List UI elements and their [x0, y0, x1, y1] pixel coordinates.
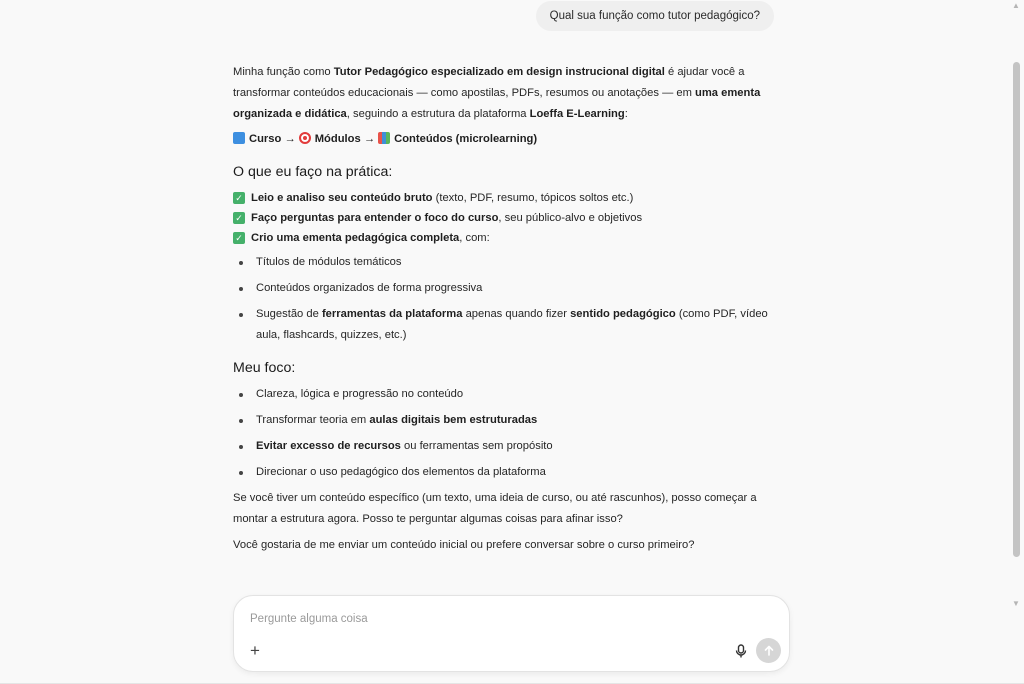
arrow-icon: → [363, 133, 376, 145]
checkmark-icon: ✓ [233, 192, 245, 204]
arrow-icon: → [284, 133, 296, 145]
check-item-bold: Crio uma ementa pedagógica completa [251, 231, 460, 244]
list-item: Sugestão de ferramentas da plataforma apenas quando fizer sentido pedagógico (como PDF, vídeo aula, flashcards, quizzes, etc.) [233, 304, 778, 346]
check-item [233, 188, 778, 208]
list-item: Conteúdos organizados de forma progressiva [233, 278, 778, 299]
check-item-bold: Faço perguntas para entender o foco do curso [251, 211, 499, 224]
structure-flow [233, 129, 778, 150]
ementa-bullet-list [233, 252, 778, 346]
plus-icon: + [250, 641, 260, 660]
section-heading-practice: O que eu faço na prática: [233, 164, 393, 180]
send-button[interactable] [756, 638, 781, 663]
user-message-bubble: Qual sua função como tutor pedagógico? [536, 1, 774, 31]
closing-question: Você gostaria de me enviar um conteúdo inicial ou prefere conversar sobre o curso primeiro? [233, 539, 695, 551]
section-heading-focus: Meu foco: [233, 360, 296, 376]
check-item-text: , seu público-alvo e objetivos [498, 211, 643, 224]
intro-bold-ementa: uma ementa organizada e didática [233, 87, 761, 120]
microphone-icon [735, 644, 747, 658]
books-icon [378, 132, 390, 144]
check-item [233, 228, 778, 248]
closing-paragraph: Se você tiver um conteúdo específico (um texto, uma ideia de curso, ou até rascunhos), posso começar a montar a estrutura agora. Posso te perguntar algumas coisas para afinar isso? [233, 492, 757, 525]
focus-bullet-list [233, 384, 778, 483]
voice-input-button[interactable] [730, 640, 752, 662]
intro-bold-platform: Loeffa E-Learning [529, 108, 625, 120]
scrollbar[interactable] [1008, 0, 1024, 684]
message-composer [233, 595, 790, 672]
flow-curso: Curso [249, 133, 282, 145]
assistant-reply [233, 62, 778, 561]
target-icon [299, 132, 311, 144]
intro-text: , seguindo a estrutura da plataforma [346, 108, 530, 120]
intro-text: Minha função como [233, 66, 334, 78]
list-item: Transformar teoria em aulas digitais bem estruturadas [233, 410, 778, 431]
list-item: Direcionar o uso pedagógico dos elementos da plataforma [233, 462, 778, 483]
reply-intro-paragraph [233, 62, 778, 125]
check-item-bold: Leio e analiso seu conteúdo bruto [251, 191, 433, 204]
scroll-up-arrow-icon[interactable]: ▲ [1012, 1, 1020, 10]
check-item [233, 208, 778, 228]
check-item-text: , com: [459, 231, 490, 244]
checkmark-icon: ✓ [233, 232, 245, 244]
flow-conteudos: Conteúdos (microlearning) [394, 133, 538, 145]
intro-bold-role: Tutor Pedagógico especializado em design instrucional digital [333, 66, 665, 78]
blue-book-icon [233, 132, 245, 144]
list-item: Títulos de módulos temáticos [233, 252, 778, 273]
list-item: Clareza, lógica e progressão no conteúdo [233, 384, 778, 405]
check-item-text: (texto, PDF, resumo, tópicos soltos etc.) [432, 191, 634, 204]
scrollbar-thumb[interactable] [1013, 62, 1020, 557]
prompt-input[interactable] [248, 608, 732, 630]
intro-text: é ajudar você a transformar conteúdos educacionais — como apostilas, PDFs, resumos ou anotações — em [233, 66, 745, 99]
intro-text: : [624, 108, 628, 120]
checkmark-icon: ✓ [233, 212, 245, 224]
add-attachment-button[interactable] [244, 640, 266, 662]
reply-closing [233, 488, 778, 556]
list-item: Evitar excesso de recursos ou ferramentas sem propósito [233, 436, 778, 457]
flow-modulos: Módulos [314, 133, 361, 145]
scroll-down-arrow-icon[interactable]: ▼ [1012, 599, 1020, 608]
arrow-up-icon [764, 645, 774, 656]
